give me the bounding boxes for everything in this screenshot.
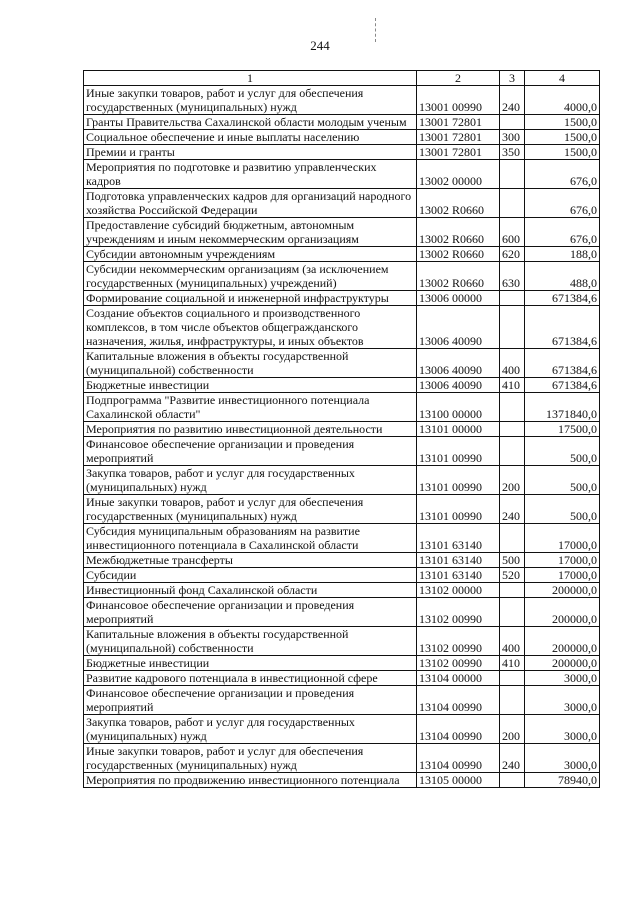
row-amount: 500,0 (525, 437, 600, 466)
table-header-row (84, 71, 600, 86)
row-amount: 3000,0 (525, 686, 600, 715)
row-amount: 3000,0 (525, 671, 600, 686)
row-name: Иные закупки товаров, работ и услуг для обеспечения государственных (муниципальных) нужд (84, 86, 417, 115)
row-code: 13100 00000 (417, 393, 500, 422)
row-name: Бюджетные инвестиции (84, 378, 417, 393)
row-code: 13104 00990 (417, 715, 500, 744)
row-amount: 676,0 (525, 218, 600, 247)
row-code: 13006 40090 (417, 306, 500, 349)
row-amount: 676,0 (525, 160, 600, 189)
column-header: 1 (84, 71, 417, 86)
row-code: 13001 72801 (417, 145, 500, 160)
row-code: 13102 00990 (417, 598, 500, 627)
row-amount: 200000,0 (525, 598, 600, 627)
table-row (84, 306, 600, 349)
row-code: 13101 00990 (417, 466, 500, 495)
row-expense-type: 400 (500, 349, 525, 378)
row-name: Мероприятия по продвижению инвестиционного потенциала (84, 773, 417, 788)
row-code: 13001 72801 (417, 115, 500, 130)
table-row (84, 86, 600, 115)
table-row (84, 160, 600, 189)
row-name: Премии и гранты (84, 145, 417, 160)
column-header: 4 (525, 71, 600, 86)
row-amount: 200000,0 (525, 656, 600, 671)
table-row (84, 378, 600, 393)
row-name: Мероприятия по подготовке и развитию управленческих кадров (84, 160, 417, 189)
row-name: Развитие кадрового потенциала в инвестиционной сфере (84, 671, 417, 686)
table-row (84, 466, 600, 495)
table-row (84, 115, 600, 130)
row-amount: 1500,0 (525, 130, 600, 145)
row-code: 13101 63140 (417, 568, 500, 583)
row-expense-type: 240 (500, 744, 525, 773)
row-name: Финансовое обеспечение организации и проведения мероприятий (84, 686, 417, 715)
row-name: Субсидии автономным учреждениям (84, 247, 417, 262)
row-amount: 1500,0 (525, 145, 600, 160)
row-name: Гранты Правительства Сахалинской области молодым ученым (84, 115, 417, 130)
row-amount: 1500,0 (525, 115, 600, 130)
row-code: 13002 R0660 (417, 189, 500, 218)
row-expense-type: 630 (500, 262, 525, 291)
row-expense-type (500, 306, 525, 349)
row-code: 13101 00000 (417, 422, 500, 437)
budget-table (83, 70, 600, 788)
row-expense-type (500, 583, 525, 598)
row-expense-type: 520 (500, 568, 525, 583)
row-name: Финансовое обеспечение организации и проведения мероприятий (84, 437, 417, 466)
row-name: Закупка товаров, работ и услуг для государственных (муниципальных) нужд (84, 466, 417, 495)
row-expense-type (500, 686, 525, 715)
column-header: 3 (500, 71, 525, 86)
row-code: 13104 00990 (417, 744, 500, 773)
row-code: 13101 00990 (417, 437, 500, 466)
row-code: 13006 00000 (417, 291, 500, 306)
row-expense-type (500, 189, 525, 218)
row-name: Финансовое обеспечение организации и проведения мероприятий (84, 598, 417, 627)
row-expense-type: 240 (500, 86, 525, 115)
row-name: Субсидии некоммерческим организациям (за исключением государственных (муниципальных) учреждений) (84, 262, 417, 291)
page-number: 244 (310, 38, 330, 53)
row-name: Капитальные вложения в объекты государственной (муниципальной) собственности (84, 349, 417, 378)
row-code: 13101 63140 (417, 524, 500, 553)
table-row (84, 568, 600, 583)
row-code: 13001 00990 (417, 86, 500, 115)
row-name: Бюджетные инвестиции (84, 656, 417, 671)
row-amount: 17000,0 (525, 524, 600, 553)
table-row (84, 262, 600, 291)
row-name: Мероприятия по развитию инвестиционной деятельности (84, 422, 417, 437)
table-row (84, 291, 600, 306)
row-expense-type: 400 (500, 627, 525, 656)
row-expense-type (500, 160, 525, 189)
table-row (84, 598, 600, 627)
row-amount: 500,0 (525, 495, 600, 524)
row-expense-type: 240 (500, 495, 525, 524)
row-amount: 17000,0 (525, 553, 600, 568)
table-row (84, 422, 600, 437)
row-expense-type (500, 671, 525, 686)
row-name: Предоставление субсидий бюджетным, автономным учреждениям и иным некоммерческим организациям (84, 218, 417, 247)
row-amount: 200000,0 (525, 583, 600, 598)
row-code: 13006 40090 (417, 378, 500, 393)
table-row (84, 393, 600, 422)
row-expense-type: 200 (500, 466, 525, 495)
table-row (84, 553, 600, 568)
table-row (84, 495, 600, 524)
row-expense-type (500, 437, 525, 466)
row-amount: 671384,6 (525, 378, 600, 393)
table-row (84, 145, 600, 160)
row-code: 13001 72801 (417, 130, 500, 145)
table-row (84, 189, 600, 218)
row-expense-type (500, 422, 525, 437)
row-amount: 671384,6 (525, 306, 600, 349)
row-name: Инвестиционный фонд Сахалинской области (84, 583, 417, 598)
row-expense-type (500, 773, 525, 788)
row-name: Иные закупки товаров, работ и услуг для обеспечения государственных (муниципальных) нужд (84, 744, 417, 773)
row-amount: 188,0 (525, 247, 600, 262)
row-code: 13102 00000 (417, 583, 500, 598)
row-amount: 200000,0 (525, 627, 600, 656)
row-name: Иные закупки товаров, работ и услуг для обеспечения государственных (муниципальных) нужд (84, 495, 417, 524)
row-amount: 17500,0 (525, 422, 600, 437)
table-row (84, 773, 600, 788)
row-code: 13101 63140 (417, 553, 500, 568)
row-code: 13002 R0660 (417, 218, 500, 247)
row-amount: 1371840,0 (525, 393, 600, 422)
column-header: 2 (417, 71, 500, 86)
row-expense-type: 600 (500, 218, 525, 247)
row-code: 13104 00000 (417, 671, 500, 686)
row-code: 13002 R0660 (417, 262, 500, 291)
row-amount: 3000,0 (525, 715, 600, 744)
row-code: 13002 00000 (417, 160, 500, 189)
row-amount: 500,0 (525, 466, 600, 495)
row-expense-type (500, 598, 525, 627)
row-name: Подготовка управленческих кадров для организаций народного хозяйства Российской Федерации (84, 189, 417, 218)
table-row (84, 627, 600, 656)
table-row (84, 656, 600, 671)
row-expense-type (500, 393, 525, 422)
table-row (84, 671, 600, 686)
table-row (84, 715, 600, 744)
row-amount: 676,0 (525, 189, 600, 218)
row-name: Субсидия муниципальным образованиям на развитие инвестиционного потенциала в Сахалинской области (84, 524, 417, 553)
row-code: 13006 40090 (417, 349, 500, 378)
row-expense-type: 300 (500, 130, 525, 145)
row-amount: 78940,0 (525, 773, 600, 788)
row-expense-type (500, 115, 525, 130)
row-name: Создание объектов социального и производственного комплексов, в том числе объектов общегражданского назначения, жилья, инфраструктуры, и иных объектов (84, 306, 417, 349)
row-name: Закупка товаров, работ и услуг для государственных (муниципальных) нужд (84, 715, 417, 744)
row-amount: 3000,0 (525, 744, 600, 773)
row-code: 13102 00990 (417, 627, 500, 656)
row-name: Субсидии (84, 568, 417, 583)
row-expense-type: 620 (500, 247, 525, 262)
table-row (84, 744, 600, 773)
table-row (84, 349, 600, 378)
row-expense-type (500, 291, 525, 306)
table-row (84, 437, 600, 466)
table-row (84, 686, 600, 715)
row-expense-type: 350 (500, 145, 525, 160)
row-expense-type: 410 (500, 656, 525, 671)
row-name: Подпрограмма "Развитие инвестиционного потенциала Сахалинской области" (84, 393, 417, 422)
row-expense-type: 410 (500, 378, 525, 393)
row-expense-type: 200 (500, 715, 525, 744)
table-row (84, 583, 600, 598)
row-expense-type: 500 (500, 553, 525, 568)
table-row (84, 218, 600, 247)
row-code: 13105 00000 (417, 773, 500, 788)
row-amount: 4000,0 (525, 86, 600, 115)
row-amount: 671384,6 (525, 291, 600, 306)
row-name: Формирование социальной и инженерной инфраструктуры (84, 291, 417, 306)
row-amount: 488,0 (525, 262, 600, 291)
row-code: 13102 00990 (417, 656, 500, 671)
table-row (84, 524, 600, 553)
row-name: Капитальные вложения в объекты государственной (муниципальной) собственности (84, 627, 417, 656)
row-amount: 17000,0 (525, 568, 600, 583)
row-expense-type (500, 524, 525, 553)
row-code: 13101 00990 (417, 495, 500, 524)
table-row (84, 247, 600, 262)
row-code: 13104 00990 (417, 686, 500, 715)
row-amount: 671384,6 (525, 349, 600, 378)
row-code: 13002 R0660 (417, 247, 500, 262)
table-row (84, 130, 600, 145)
row-name: Межбюджетные трансферты (84, 553, 417, 568)
row-name: Социальное обеспечение и иные выплаты населению (84, 130, 417, 145)
